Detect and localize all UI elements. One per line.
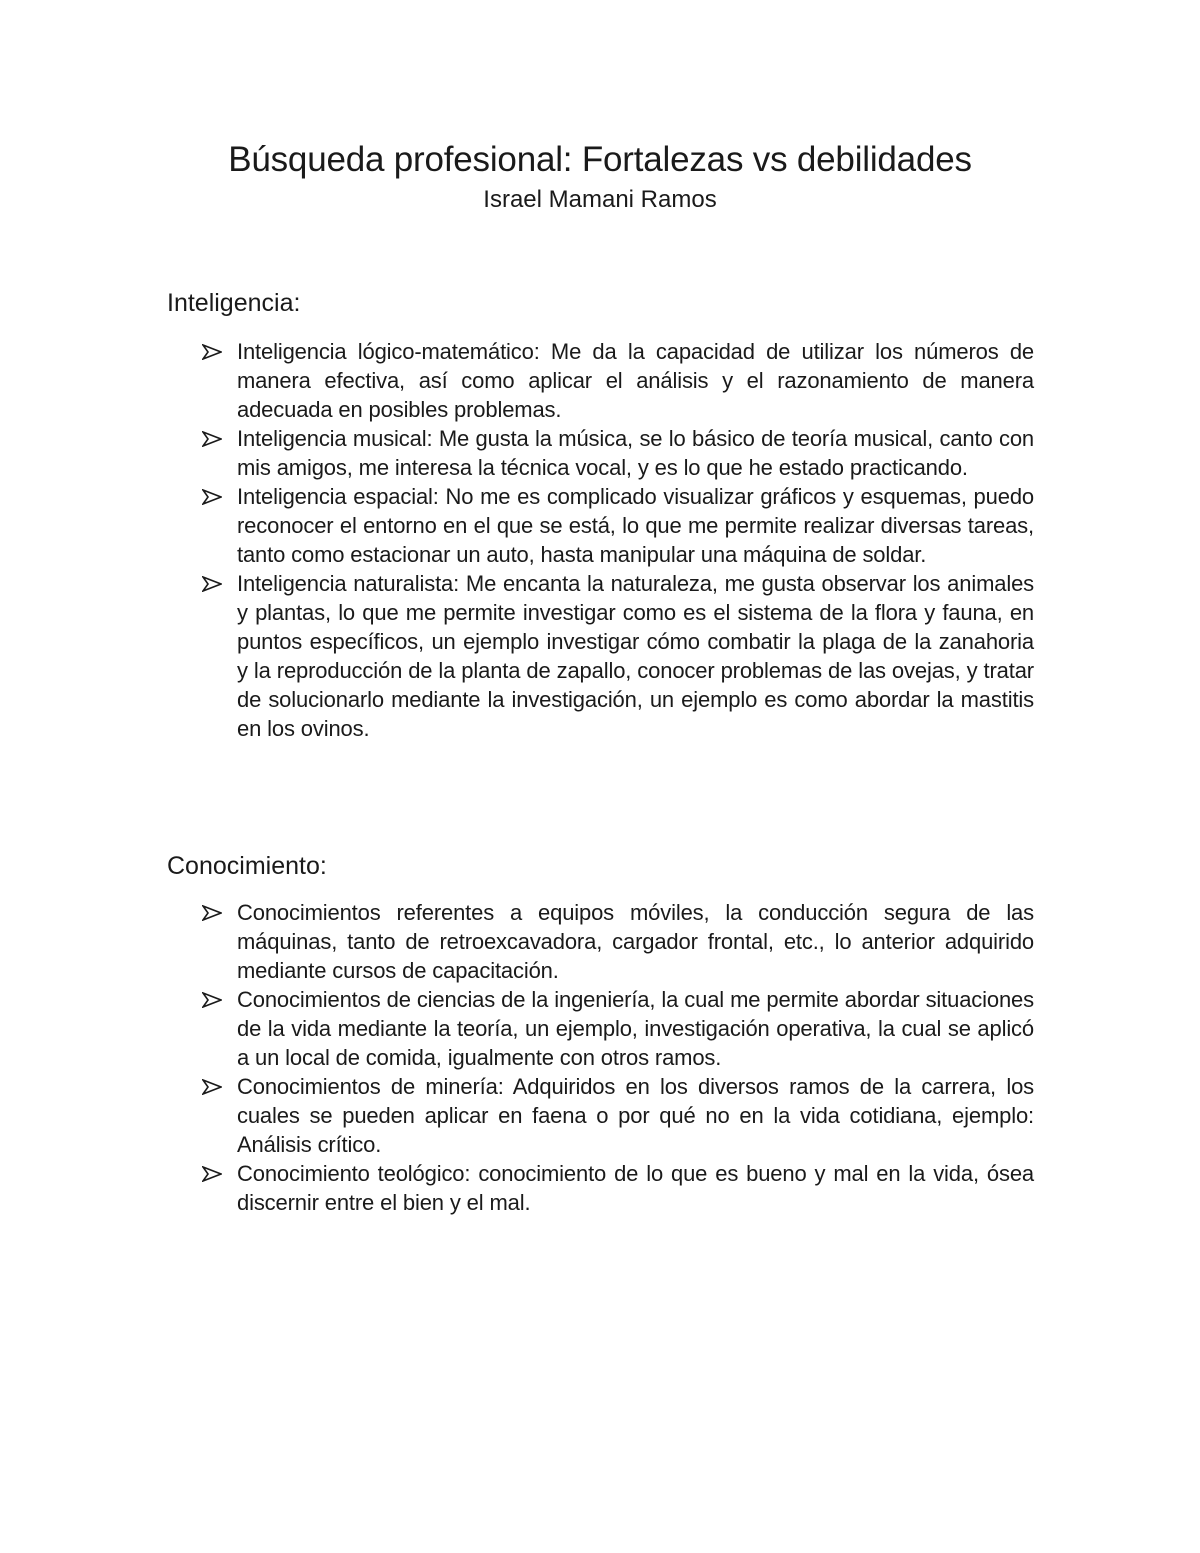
arrowhead-bullet-icon [202, 1079, 222, 1095]
list-item-text: Inteligencia lógico-matemático: Me da la capacidad de utilizar los números de manera efectiva, así como aplicar el análisis y el razonamiento de manera adecuada en posibles problemas. [237, 339, 1034, 422]
list-item-text: Conocimientos referentes a equipos móviles, la conducción segura de las máquinas, tanto de retroexcavadora, cargador frontal, etc., lo anterior adquirido mediante cursos de capacitación. [237, 900, 1034, 983]
list-item [200, 482, 1034, 569]
arrowhead-bullet-icon [202, 489, 222, 505]
list-item-text: Inteligencia naturalista: Me encanta la naturaleza, me gusta observar los animales y plantas, lo que me permite investigar como es el sistema de la flora y fauna, en puntos específicos, un ejemplo investigar cómo combatir la plaga de la zanahoria y la reproducción de la planta de zapallo, conocer problemas de las ovejas, y tratar de solucionarlo mediante la investigación, un ejemplo es como abordar la mastitis en los ovinos. [237, 571, 1034, 741]
arrowhead-bullet-icon [202, 431, 222, 447]
list-item [200, 1072, 1034, 1159]
arrowhead-bullet-icon [202, 576, 222, 592]
list-item [200, 898, 1034, 985]
document-title: Búsqueda profesional: Fortalezas vs debilidades [228, 140, 972, 179]
arrowhead-bullet-icon [202, 905, 222, 921]
list-item [200, 424, 1034, 482]
list-item [200, 337, 1034, 424]
list-item [200, 569, 1034, 743]
list-item-text: Conocimientos de ciencias de la ingeniería, la cual me permite abordar situaciones de la vida mediante la teoría, un ejemplo, investigación operativa, la cual se aplicó a un local de comida, igualmente con otros ramos. [237, 987, 1034, 1070]
list-item-text: Inteligencia musical: Me gusta la música, se lo básico de teoría musical, canto con mis amigos, me interesa la técnica vocal, y es lo que he estado practicando. [237, 426, 1034, 480]
arrowhead-bullet-icon [202, 992, 222, 1008]
section-heading-inteligencia: Inteligencia: [167, 289, 301, 317]
list-item [200, 1159, 1034, 1217]
conocimiento-list [200, 898, 1034, 1217]
inteligencia-list [200, 337, 1034, 743]
arrowhead-bullet-icon [202, 1166, 222, 1182]
document-author: Israel Mamani Ramos [483, 186, 717, 213]
section-heading-conocimiento: Conocimiento: [167, 852, 327, 880]
list-item-text: Conocimiento teológico: conocimiento de lo que es bueno y mal en la vida, ósea discernir entre el bien y el mal. [237, 1161, 1034, 1215]
arrowhead-bullet-icon [202, 344, 222, 360]
list-item-text: Conocimientos de minería: Adquiridos en los diversos ramos de la carrera, los cuales se pueden aplicar en faena o por qué no en la vida cotidiana, ejemplo: Análisis crítico. [237, 1074, 1034, 1157]
list-item [200, 985, 1034, 1072]
list-item-text: Inteligencia espacial: No me es complicado visualizar gráficos y esquemas, puedo reconocer el entorno en el que se está, lo que me permite realizar diversas tareas, tanto como estacionar un auto, hasta manipular una máquina de soldar. [237, 484, 1034, 567]
